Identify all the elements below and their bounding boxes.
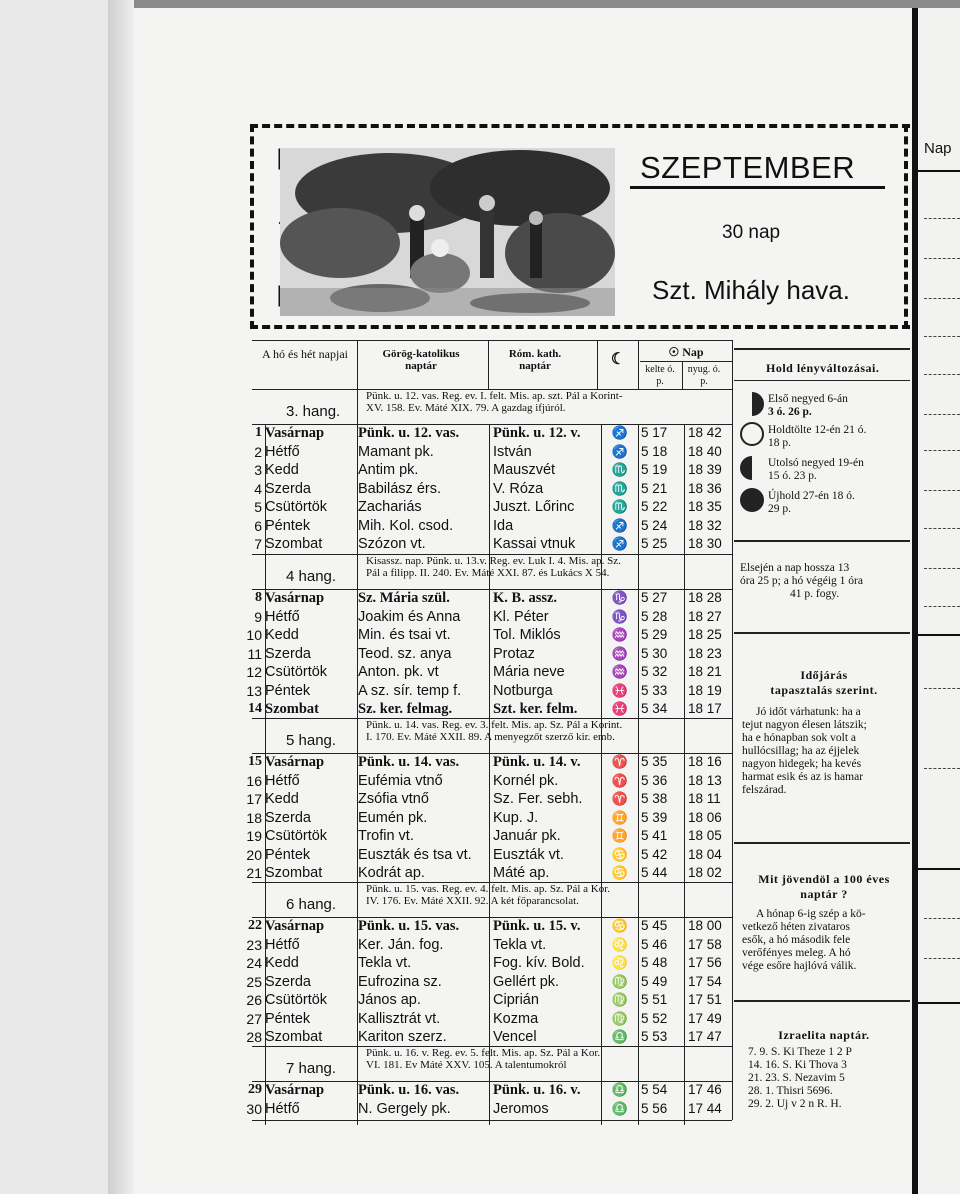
weekday: Péntek (265, 517, 311, 534)
sunrise-time: 5 39 (641, 809, 668, 825)
sunrise-time: 5 28 (641, 608, 668, 624)
next-page-rule (918, 634, 960, 636)
zodiac-icon: ♏ (611, 480, 629, 496)
sunrise-time: 5 27 (641, 590, 668, 605)
day-number: 1 (255, 425, 262, 440)
sunset-time: 18 30 (688, 536, 722, 551)
grid-line (601, 425, 602, 1125)
header-border-right (904, 124, 908, 329)
sunrise-time: 5 49 (641, 973, 668, 989)
zodiac-icon: ♏ (611, 462, 629, 477)
zodiac-icon: ♒ (611, 664, 629, 679)
greek-saint: Mih. Kol. csod. (358, 517, 454, 534)
zodiac-icon: ♐ (611, 536, 629, 551)
day-number: 30 (246, 1100, 262, 1117)
day-number: 26 (246, 992, 262, 1008)
week-readings: Pünk. u. 16. v. Reg. ev. 5. felt. Mis. ap. Sz. Pál a Kor. (366, 1047, 601, 1059)
day-number: 6 (254, 517, 262, 534)
roman-saint: Juszt. Lőrinc (493, 499, 575, 515)
weekday: Hétfő (265, 608, 300, 625)
moon-phase-text: Holdtölte 12-én 21 ó. 18 p. (768, 424, 867, 449)
col-header-moon: ☾ (610, 351, 626, 368)
sunrise-time: 5 24 (641, 517, 668, 533)
roman-saint: Mária neve (493, 664, 565, 680)
sunset-time: 17 47 (688, 1029, 722, 1044)
zodiac-icon: ♓ (611, 682, 629, 698)
sunset-time: 18 35 (688, 499, 722, 514)
week-tone: 5 hang. (286, 732, 337, 749)
zodiac-icon: ♋ (611, 918, 629, 933)
sunset-time: 18 28 (688, 590, 722, 605)
week-tone: 3. hang. (286, 403, 341, 420)
week-readings: Pünk. u. 12. vas. Reg. ev. I. felt. Mis. ap. szt. Pál a Korint- (366, 390, 623, 402)
grid-line (684, 425, 685, 1125)
roman-saint: Pünk. u. 12. v. (493, 425, 581, 441)
roman-saint: Vencel (493, 1029, 537, 1045)
day-number: 9 (254, 608, 262, 625)
greek-saint: János ap. (358, 992, 421, 1008)
page-gutter-shadow (108, 0, 134, 1194)
sunrise-time: 5 44 (641, 865, 668, 880)
weekday: Péntek (265, 1010, 311, 1027)
greek-saint: Eumén pk. (358, 809, 428, 826)
greek-saint: Eufrozina sz. (358, 973, 442, 990)
roman-saint: Máté ap. (493, 865, 550, 881)
right-panel-rule (734, 540, 910, 542)
col-header-set: nyug. ó. p. (687, 364, 721, 387)
greek-saint: Joakim és Anna (358, 608, 461, 625)
week-tone: 4 hang. (286, 568, 337, 585)
week-tone: 6 hang. (286, 896, 337, 913)
roman-saint: Protaz (493, 645, 535, 662)
roman-saint: Kassai vtnuk (493, 536, 576, 552)
weekday: Szombat (265, 701, 319, 717)
greek-saint: Ker. Ján. fog. (358, 936, 444, 953)
col-header-sun: ☉ Nap (668, 345, 704, 359)
weekday: Hétfő (265, 772, 300, 789)
grid-line (638, 340, 639, 390)
month-title: SZEPTEMBER (640, 150, 856, 185)
greek-saint: N. Gergely pk. (358, 1100, 451, 1117)
sunset-time: 18 25 (688, 627, 722, 642)
weekday: Kedd (265, 955, 299, 971)
sunset-time: 18 36 (688, 480, 722, 496)
day-number: 24 (246, 955, 262, 971)
greek-saint: Babilász érs. (358, 480, 442, 497)
sunrise-time: 5 22 (641, 499, 668, 514)
day-number: 2 (254, 443, 262, 460)
zodiac-icon: ♍ (611, 992, 629, 1007)
sunset-time: 18 23 (688, 645, 722, 661)
zodiac-icon: ♎ (611, 1100, 629, 1116)
roman-saint: Euszták vt. (493, 846, 564, 863)
greek-saint: Mamant pk. (358, 443, 434, 460)
greek-saint: Min. és tsai vt. (358, 627, 451, 643)
header-border-left (250, 124, 254, 329)
day-number: 5 (254, 499, 262, 515)
grid-line (682, 362, 683, 390)
sunset-time: 18 21 (688, 664, 722, 679)
day-number: 10 (246, 627, 262, 643)
weekday: Szombat (265, 536, 323, 552)
weekday: Vasárnap (265, 425, 325, 441)
zodiac-icon: ♌ (611, 936, 629, 952)
table-bottom-rule (252, 1120, 732, 1121)
greek-saint: Sz. Mária szül. (358, 590, 450, 606)
greek-saint: Pünk. u. 16. vas. (358, 1082, 460, 1098)
next-page-dash (924, 918, 960, 919)
week-readings: XV. 158. Ev. Máté XIX. 79. A gazdag ifjúról. (366, 402, 566, 414)
header-border-bottom (250, 325, 910, 329)
day-number: 25 (246, 973, 262, 990)
roman-saint: Sz. Fer. sebh. (493, 791, 583, 807)
day-number: 22 (248, 918, 262, 933)
day-number: 27 (246, 1010, 262, 1027)
weekday: Péntek (265, 682, 311, 699)
next-page-dash (924, 568, 960, 569)
day-number: 3 (254, 462, 262, 478)
col-header-greek: Görög-katolikus naptár (382, 348, 460, 372)
header-border-top (250, 124, 910, 128)
greek-saint: Pünk. u. 12. vas. (358, 425, 460, 441)
new-moon-icon (740, 488, 764, 512)
col-header-roman: Róm. kath. naptár (508, 348, 562, 372)
zodiac-icon: ♑ (611, 608, 629, 624)
day-number: 21 (246, 865, 262, 881)
right-panel-rule (734, 380, 910, 381)
sunset-time: 18 32 (688, 517, 722, 533)
col-header-day-week: A hó és hét napjai (262, 347, 348, 361)
sunrise-time: 5 17 (641, 425, 668, 440)
jewish-calendar-heading: Izraelita naptár. (778, 1028, 870, 1042)
day-number: 12 (246, 664, 262, 680)
day-number: 18 (246, 809, 262, 826)
col-header-rise: kelte ó. p. (645, 364, 675, 387)
greek-saint: Pünk. u. 15. vas. (358, 918, 460, 934)
weekday: Csütörtök (265, 828, 328, 844)
sunrise-time: 5 56 (641, 1100, 668, 1116)
next-page-dash (924, 374, 960, 375)
next-page-dash (924, 258, 960, 259)
zodiac-icon: ♊ (611, 828, 629, 843)
sunset-time: 17 58 (688, 936, 722, 952)
roman-saint: Kornél pk. (493, 772, 559, 789)
roman-saint: Mauszvét (493, 462, 556, 478)
sunrise-time: 5 48 (641, 955, 668, 970)
greek-saint: Anton. pk. vt (358, 664, 439, 680)
greek-saint: Zsófia vtnő (358, 791, 429, 807)
sunset-time: 18 19 (688, 682, 722, 698)
sunset-time: 17 51 (688, 992, 722, 1007)
next-page-dash (924, 450, 960, 451)
week-readings: VI. 181. Ev Máté XXV. 105. A talentumokról (366, 1059, 567, 1071)
weekday: Szerda (265, 480, 311, 497)
zodiac-icon: ♊ (611, 809, 629, 825)
week-readings: Pünk. u. 14. vas. Reg. ev. 3. felt. Mis. ap. Sz. Pál a Korint. (366, 719, 623, 731)
forecast-text: A hónap 6-ig szép a kö- vetkező héten zivataros esők, a hó második fele verőfényes meleg. A hó vége esőre hajlóvá válik. (742, 908, 866, 972)
weekday: Szerda (265, 973, 311, 990)
zodiac-icon: ♈ (611, 772, 629, 788)
roman-saint: Kup. J. (493, 809, 539, 826)
roman-saint: Gellért pk. (493, 973, 560, 990)
sunset-time: 17 54 (688, 973, 722, 989)
greek-saint: A sz. sír. temp f. (358, 682, 462, 699)
weekday: Péntek (265, 846, 311, 863)
sunset-time: 18 06 (688, 809, 722, 825)
title-underline (630, 186, 885, 189)
day-number: 11 (247, 645, 262, 662)
next-page-rule (918, 1002, 960, 1004)
roman-saint: Tekla vt. (493, 936, 547, 953)
next-page-dash (924, 958, 960, 959)
day-number: 20 (246, 846, 262, 863)
harvest-scene-illustration (280, 148, 615, 316)
zodiac-icon: ♐ (611, 517, 629, 533)
forecast-heading: Mit jövendöl a 100 éves naptár ? (758, 872, 890, 901)
next-page-dash (924, 336, 960, 337)
zodiac-icon: ♒ (611, 627, 629, 642)
greek-saint: Kallisztrát vt. (358, 1010, 441, 1027)
sunset-time: 17 46 (688, 1082, 722, 1097)
sunset-time: 18 04 (688, 846, 722, 862)
roman-saint: István (493, 443, 532, 460)
left-page-edge (0, 0, 108, 1194)
greek-saint: Sz. ker. felmag. (358, 701, 453, 717)
sunset-time: 18 27 (688, 608, 722, 624)
weekday: Vasárnap (265, 754, 325, 770)
sunrise-time: 5 33 (641, 682, 668, 698)
sunset-time: 18 40 (688, 443, 722, 459)
sunrise-time: 5 35 (641, 754, 668, 769)
grid-line (488, 340, 489, 390)
zodiac-icon: ♌ (611, 955, 629, 970)
zodiac-icon: ♍ (611, 1010, 629, 1026)
sunrise-time: 5 34 (641, 701, 668, 716)
weather-text: Jó időt várhatunk: ha a tejut nagyon élesen látszik; ha e hónapban sok volt a hullócsillag; ha az éjjelek nagyon hidegek; ha kevés harmat esik és az is hamar felszárad. (742, 706, 867, 796)
weekday: Kedd (265, 791, 299, 807)
next-page-dash (924, 414, 960, 415)
sunrise-time: 5 51 (641, 992, 668, 1007)
zodiac-icon: ♓ (611, 701, 629, 716)
zodiac-icon: ♎ (611, 1029, 629, 1044)
week-readings: Pünk. u. 15. vas. Reg. ev. 4. felt. Mis. ap. Sz. Pál a Kor. (366, 883, 611, 895)
zodiac-icon: ♋ (611, 846, 629, 862)
grid-line (732, 340, 733, 1120)
sunset-time: 18 16 (688, 754, 722, 769)
sunrise-time: 5 25 (641, 536, 668, 551)
next-page-rule (918, 868, 960, 870)
zodiac-icon: ♑ (611, 590, 629, 605)
roman-saint: Tol. Miklós (493, 627, 561, 643)
next-page-strip (912, 8, 960, 1194)
sunrise-time: 5 38 (641, 791, 668, 806)
next-page-dash (924, 490, 960, 491)
sunrise-time: 5 41 (641, 828, 668, 843)
day-number: 8 (255, 590, 262, 605)
right-panel-rule (734, 632, 910, 634)
roman-saint: Kl. Péter (493, 608, 549, 625)
roman-saint: Pünk. u. 15. v. (493, 918, 581, 934)
roman-saint: K. B. assz. (493, 590, 558, 606)
greek-saint: Antim pk. (358, 462, 419, 478)
roman-saint: Notburga (493, 682, 553, 699)
sunrise-time: 5 53 (641, 1029, 668, 1044)
greek-saint: Tekla vt. (358, 955, 412, 971)
day-number: 4 (254, 480, 262, 497)
greek-saint: Kodrát ap. (358, 865, 425, 881)
sunrise-time: 5 54 (641, 1082, 668, 1097)
next-page-dash (924, 528, 960, 529)
next-page-dash (924, 298, 960, 299)
roman-saint: Fog. kív. Bold. (493, 955, 585, 971)
roman-saint: Jeromos (493, 1100, 549, 1117)
greek-saint: Teod. sz. anya (358, 645, 452, 662)
roman-saint: Szt. ker. felm. (493, 701, 578, 717)
greek-saint: Trofin vt. (358, 828, 414, 844)
weekday: Csütörtök (265, 664, 328, 680)
right-panel-rule (734, 1000, 910, 1002)
day-number: 15 (248, 754, 262, 769)
next-page-label: Nap (924, 140, 952, 157)
day-number: 19 (246, 828, 262, 844)
weekday: Vasárnap (265, 590, 325, 606)
sunrise-time: 5 32 (641, 664, 668, 679)
sunrise-time: 5 21 (641, 480, 668, 496)
week-readings: Pál a filipp. II. 240. Ev. Máté XXI. 87. és Lukács X 54. (366, 567, 610, 579)
roman-saint: Január pk. (493, 828, 561, 844)
day-number: 13 (246, 682, 262, 699)
greek-saint: Euszták és tsa vt. (358, 846, 472, 863)
weekday: Szerda (265, 809, 311, 826)
weekday: Kedd (265, 462, 299, 478)
day-number: 28 (246, 1029, 262, 1045)
daylength-text: Elsején a nap hossza 13 óra 25 p; a hó végéig 1 óra 41 p. fogy. (740, 562, 863, 600)
sunrise-time: 5 30 (641, 645, 668, 661)
sunrise-time: 5 45 (641, 918, 668, 933)
next-page-rule (918, 170, 960, 172)
greek-saint: Kariton szerz. (358, 1029, 447, 1045)
moon-phase-text: Utolsó negyed 19-én 15 ó. 23 p. (768, 457, 864, 482)
weekday: Vasárnap (265, 1082, 325, 1098)
sunrise-time: 5 46 (641, 936, 668, 952)
week-readings: IV. 176. Ev. Máté XXII. 92. A két főparancsolat. (366, 895, 579, 907)
greek-saint: Zachariás (358, 499, 422, 515)
weekday: Hétfő (265, 443, 300, 460)
next-page-dash (924, 606, 960, 607)
grid-line (638, 425, 639, 1125)
sunrise-time: 5 42 (641, 846, 668, 862)
day-number: 16 (246, 772, 262, 789)
zodiac-icon: ♐ (611, 425, 629, 440)
day-number: 14 (248, 701, 262, 716)
roman-saint: Ciprián (493, 992, 539, 1008)
roman-saint: Pünk. u. 14. v. (493, 754, 581, 770)
sunset-time: 18 00 (688, 918, 722, 933)
zodiac-icon: ♒ (611, 645, 629, 661)
next-page-dash (924, 688, 960, 689)
grid-line (489, 425, 490, 1125)
week-readings: Kisassz. nap. Pünk. u. 13.v. Reg. ev. Luk I. 4. Mis. ap. Sz. (366, 555, 621, 567)
greek-saint: Szózon vt. (358, 536, 426, 552)
sunrise-time: 5 19 (641, 462, 668, 477)
next-page-dash (924, 768, 960, 769)
weekday: Szerda (265, 645, 311, 662)
weekday: Vasárnap (265, 918, 325, 934)
weekday: Hétfő (265, 936, 300, 953)
moon-phase-text: Újhold 27-én 18 ó. 29 p. (768, 490, 855, 515)
sunset-time: 17 44 (688, 1100, 722, 1116)
sunset-time: 17 49 (688, 1010, 722, 1026)
sunset-time: 18 05 (688, 828, 722, 843)
weekday: Kedd (265, 627, 299, 643)
zodiac-icon: ♈ (611, 791, 629, 806)
grid-line (252, 340, 732, 341)
zodiac-icon: ♏ (611, 499, 629, 514)
greek-saint: Pünk. u. 14. vas. (358, 754, 460, 770)
first-quarter-moon-icon (740, 392, 764, 416)
day-number: 29 (248, 1082, 262, 1097)
zodiac-icon: ♈ (611, 754, 629, 769)
sunrise-time: 5 29 (641, 627, 668, 642)
days-count: 30 nap (722, 222, 781, 243)
sunset-time: 18 39 (688, 462, 722, 477)
week-readings: I. 170. Ev. Máté XXII. 89. A menyegzőt szerző kir. emb. (366, 731, 615, 743)
roman-saint: V. Róza (493, 480, 544, 497)
greek-saint: Eufémia vtnő (358, 772, 443, 789)
week-tone: 7 hang. (286, 1060, 337, 1077)
last-quarter-moon-icon (740, 456, 764, 480)
zodiac-icon: ♍ (611, 973, 629, 989)
zodiac-icon: ♐ (611, 443, 629, 459)
sunset-time: 18 11 (688, 791, 721, 806)
sunset-time: 18 42 (688, 425, 722, 440)
zodiac-icon: ♎ (611, 1082, 629, 1097)
sunset-time: 18 17 (688, 701, 722, 716)
roman-saint: Ida (493, 517, 514, 534)
sunset-time: 17 56 (688, 955, 722, 970)
weekday: Csütörtök (265, 992, 328, 1008)
jewish-calendar-text: 7. 9. S. Ki Theze 1 2 P 14. 16. S. Ki Thova 3 21. 23. S. Nezavim 5 28. 1. Thisri 5696. 29. 2. Uj v 2 n R. H. (748, 1046, 852, 1110)
weekday: Hétfő (265, 1100, 300, 1117)
sunrise-time: 5 52 (641, 1010, 668, 1026)
day-number: 23 (246, 936, 262, 953)
right-panel-rule (734, 348, 910, 350)
weekday: Szombat (265, 1029, 323, 1045)
sunset-time: 18 02 (688, 865, 722, 880)
roman-saint: Pünk. u. 16. v. (493, 1082, 581, 1098)
grid-line (640, 361, 732, 362)
right-panel-rule (734, 842, 910, 844)
weekday: Csütörtök (265, 499, 328, 515)
full-moon-icon (740, 422, 764, 446)
sunrise-time: 5 36 (641, 772, 668, 788)
day-number: 7 (254, 536, 262, 552)
sunset-time: 18 13 (688, 772, 722, 788)
weekday: Szombat (265, 865, 323, 881)
day-number: 17 (246, 791, 262, 807)
weather-heading: Időjárás tapasztalás szerint. (770, 668, 878, 697)
grid-line (597, 340, 598, 390)
sunrise-time: 5 18 (641, 443, 668, 459)
moon-phase-text: Első negyed 6-án 3 ó. 26 p. (768, 393, 848, 418)
moon-phases-heading: Hold lényváltozásai. (766, 361, 880, 375)
month-subtitle: Szt. Mihály hava. (652, 275, 850, 305)
roman-saint: Kozma (493, 1010, 539, 1027)
next-page-dash (924, 218, 960, 219)
zodiac-icon: ♋ (611, 865, 629, 880)
